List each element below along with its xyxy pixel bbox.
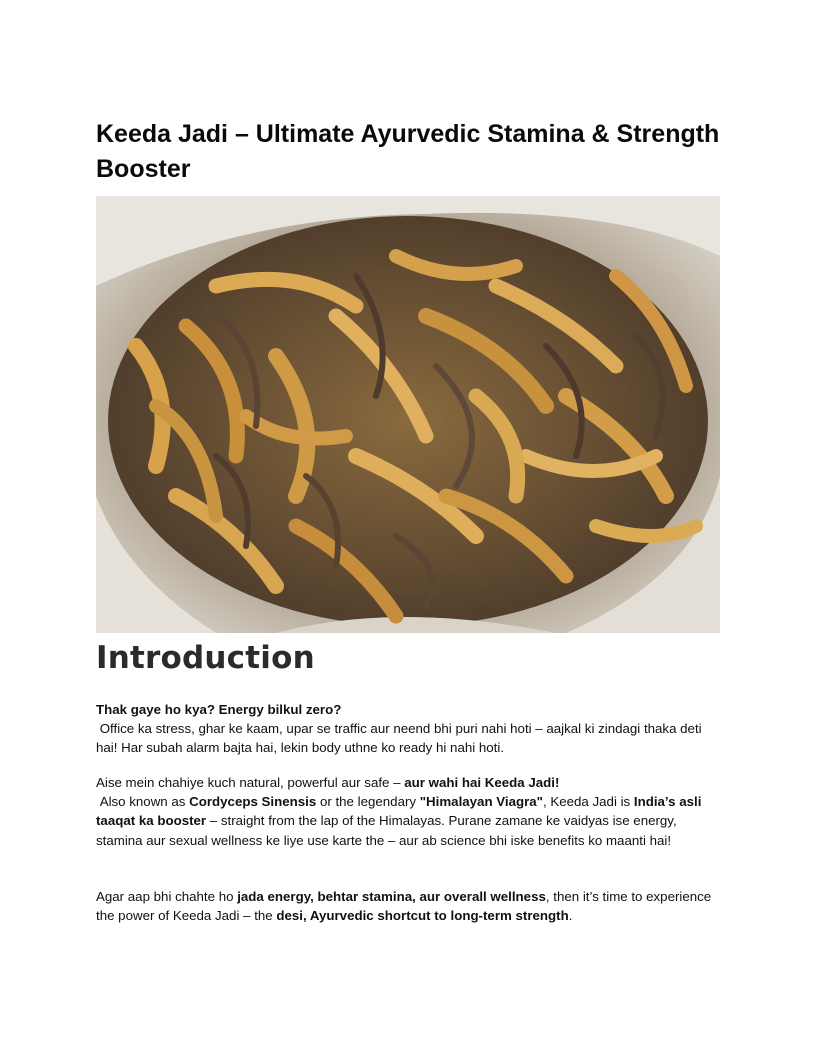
p2-bold-1: aur wahi hai Keeda Jadi! <box>404 775 560 790</box>
intro-paragraph-1 <box>96 700 726 758</box>
cordyceps-photo <box>96 196 720 633</box>
p2-text-5: – straight from the lap of the Himalayas. Purane zamane ke vaidyas ise energy, stamina aur sexual wellness ke liye use karte the – aur ab science bhi iske benefits ko maanti hai! <box>96 813 677 848</box>
p3-text-2: , then it’s time to experience the power of Keeda Jadi – the <box>96 889 712 924</box>
intro-paragraph-2 <box>96 773 726 850</box>
intro-text: Office ka stress, ghar ke kaam, upar se traffic aur neend bhi puri nahi hoti – aajkal ki zindagi thaka deti hai! Har subah alarm bajta hai, lekin body uthne ko ready hi nahi hoti. <box>96 721 702 756</box>
intro-paragraph-3 <box>96 887 726 925</box>
document-title: Keeda Jadi – Ultimate Ayurvedic Stamina & Strength Booster <box>96 120 720 183</box>
section-heading-introduction: Introduction <box>96 640 315 676</box>
p2-text-1: Aise mein chahiye kuch natural, powerful aur safe – <box>96 775 405 790</box>
p2-bold-2: Cordyceps Sinensis <box>189 794 317 810</box>
p2-bold-3: "Himalayan Viagra" <box>419 794 543 810</box>
p2-text-3: or the legendary <box>316 794 420 810</box>
p3-text-3: . <box>568 908 573 924</box>
cordyceps-illustration <box>96 196 720 633</box>
intro-question: Thak gaye ho kya? Energy bilkul zero? <box>96 702 342 717</box>
p3-bold-2: desi, Ayurvedic shortcut to long-term strength <box>276 908 569 924</box>
p2-text-2: Also known as <box>99 794 190 810</box>
p2-text-4: , Keeda Jadi is <box>542 794 634 810</box>
p3-text-1: Agar aap bhi chahte ho <box>96 889 238 904</box>
p2-bold-4: India’s asli taaqat ka booster <box>96 794 702 829</box>
p3-bold-1: jada energy, behtar stamina, aur overall wellness <box>237 889 546 904</box>
